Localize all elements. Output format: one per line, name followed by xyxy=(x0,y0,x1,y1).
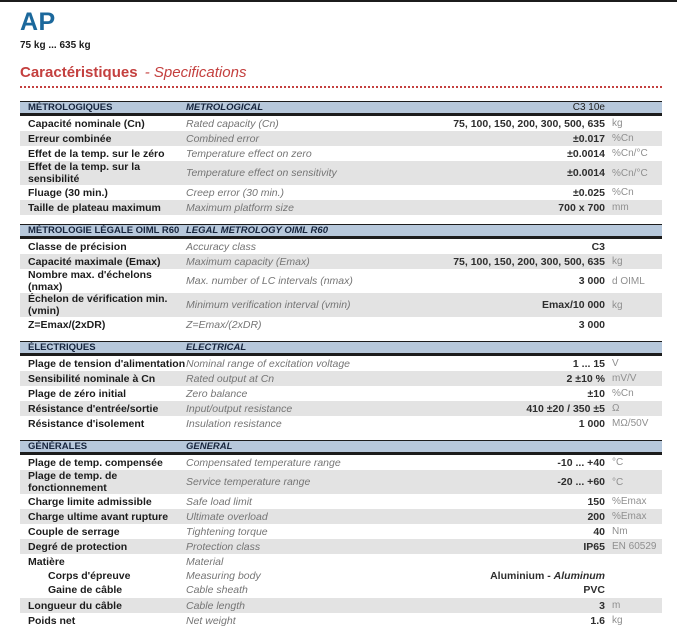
unit-cell: °C xyxy=(612,476,624,488)
label-fr: Couple de serrage xyxy=(28,525,120,538)
unit-cell: %Emax xyxy=(612,496,647,508)
specifications-heading xyxy=(20,64,662,88)
value-cell: ±0.025 xyxy=(572,186,605,199)
label-fr: Résistance d'entrée/sortie xyxy=(28,402,159,415)
value-cell: 200 xyxy=(587,510,605,523)
unit-cell: Ω xyxy=(612,403,620,415)
label-fr: Plage de tension d'alimentation xyxy=(28,357,186,370)
label-en: Nominal range of excitation voltage xyxy=(186,357,351,370)
label-en: Maximum platform size xyxy=(186,201,294,214)
label-fr: Effet de la temp. sur la sensibilité xyxy=(28,161,141,186)
label-en: Net weight xyxy=(186,614,236,627)
unit-cell: m xyxy=(612,600,621,612)
value-cell: 3 000 xyxy=(578,275,605,288)
label-en: Maximum capacity (Emax) xyxy=(186,255,310,268)
value-cell: -10 ... +40 xyxy=(557,456,605,469)
label-fr: Plage de temp. de fonctionnement xyxy=(28,470,118,495)
label-fr: Degré de protection xyxy=(28,540,128,553)
table-row xyxy=(20,131,662,146)
section-header-row xyxy=(20,341,662,356)
value-cell: 150 xyxy=(587,495,605,508)
label-en: Z=Emax/(2xDR) xyxy=(186,318,262,331)
unit-cell: MΩ/50V xyxy=(612,418,649,430)
unit-cell: mm xyxy=(612,202,629,214)
label-en: Rated capacity (Cn) xyxy=(186,117,279,130)
table-row xyxy=(20,146,662,161)
table-row xyxy=(20,293,662,317)
label-fr: Effet de la temp. sur le zéro xyxy=(28,147,165,160)
value-cell: ±10 xyxy=(587,387,605,400)
value-cell: Emax/10 000 xyxy=(541,299,605,312)
section-title-fr: MÉTROLOGIE LÉGALE OIML R60 xyxy=(28,225,180,237)
unit-cell: d OIML xyxy=(612,275,645,287)
table-row xyxy=(20,116,662,131)
value-cell xyxy=(406,584,605,596)
label-en: Compensated temperature range xyxy=(186,456,341,469)
label-en: Cable length xyxy=(186,599,245,612)
section-title-fr: MÉTROLOGIQUES xyxy=(28,102,113,114)
datasheet-page xyxy=(0,2,677,628)
label-fr: Taille de plateau maximum xyxy=(28,201,161,214)
unit-cell: %Cn xyxy=(612,133,634,145)
heading-english: - Specifications xyxy=(144,64,247,82)
value-cell: ±0.017 xyxy=(572,132,605,145)
section-title-en: GENERAL xyxy=(186,441,233,453)
label-en: Zero balance xyxy=(186,387,248,400)
value-text: PVC xyxy=(583,584,605,597)
section-title-en: METROLOGICAL xyxy=(186,102,264,114)
label-fr: Charge limite admissible xyxy=(28,495,152,508)
table-row xyxy=(20,470,662,494)
product-capacity-range: 75 kg ... 635 kg xyxy=(20,40,91,52)
label-en: Accuracy class xyxy=(186,240,257,253)
table-row xyxy=(20,509,662,524)
label-en: Creep error (30 min.) xyxy=(186,186,285,199)
label-fr: Sensibilité nominale à Cn xyxy=(28,372,156,385)
label-fr: Classe de précision xyxy=(28,240,127,253)
value-cell: 1.6 xyxy=(590,614,605,627)
table-row xyxy=(20,524,662,539)
label-en: Measuring body xyxy=(186,570,261,583)
value-cell: 3 000 xyxy=(578,318,605,331)
value-cell: ±0.0014 xyxy=(567,167,605,180)
label-en: Insulation resistance xyxy=(186,417,282,430)
label-en: Temperature effect on sensitivity xyxy=(186,167,337,180)
section-header-row xyxy=(20,440,662,455)
section-title-en: LEGAL METROLOGY OIML R60 xyxy=(186,225,328,237)
table-row xyxy=(20,161,662,185)
label-fr: Capacité nominale (Cn) xyxy=(28,117,145,130)
value-cell: IP65 xyxy=(583,540,605,553)
label-fr: Matière xyxy=(28,556,65,569)
label-fr: Échelon de vérification min. (vmin) xyxy=(28,293,168,318)
label-en: Safe load limit xyxy=(186,495,252,508)
spec-section xyxy=(20,440,662,628)
table-row xyxy=(20,185,662,200)
table-row xyxy=(20,200,662,215)
section-title-fr: GÉNÉRALES xyxy=(28,441,88,453)
value-cell: 1 000 xyxy=(578,417,605,430)
label-fr: Gaine de câble xyxy=(48,584,123,597)
table-row xyxy=(20,386,662,401)
table-subrow xyxy=(20,569,662,583)
unit-cell: %Cn/°C xyxy=(612,167,648,179)
unit-cell: EN 60529 xyxy=(612,541,657,553)
label-en: Rated output at Cn xyxy=(186,372,275,385)
table-row xyxy=(20,356,662,371)
label-en: Material xyxy=(186,556,224,569)
label-en: Minimum verification interval (vmin) xyxy=(186,299,351,312)
table-row xyxy=(20,539,662,554)
spec-section xyxy=(20,224,662,332)
value-cell: 75, 100, 150, 200, 300, 500, 635 xyxy=(453,117,605,130)
value-cell: 2 ±10 % xyxy=(566,372,605,385)
label-en: Ultimate overload xyxy=(186,510,268,523)
table-subrow xyxy=(20,583,662,597)
label-en: Max. number of LC intervals (nmax) xyxy=(186,275,353,288)
unit-cell: %Emax xyxy=(612,511,647,523)
label-en: Tightening torque xyxy=(186,525,268,538)
spec-section xyxy=(20,101,662,215)
value-cell: 700 x 700 xyxy=(558,201,605,214)
value-cell: 3 xyxy=(599,599,605,612)
label-en: Service temperature range xyxy=(186,476,311,489)
section-header-row xyxy=(20,224,662,239)
unit-cell: %Cn/°C xyxy=(612,148,648,160)
section-title-fr: ÉLECTRIQUES xyxy=(28,342,96,354)
value-cell: C3 xyxy=(591,240,605,253)
label-fr: Nombre max. d'échelons (nmax) xyxy=(28,269,152,294)
unit-cell: kg xyxy=(612,118,623,130)
value-cell: 410 ±20 / 350 ±5 xyxy=(526,402,605,415)
value-text: Aluminium - xyxy=(490,570,554,583)
unit-cell: V xyxy=(612,358,619,370)
product-title: AP xyxy=(20,8,56,36)
table-row xyxy=(20,416,662,431)
spec-table xyxy=(20,101,662,628)
label-fr: Erreur combinée xyxy=(28,132,112,145)
label-fr: Capacité maximale (Emax) xyxy=(28,255,161,268)
unit-cell: %Cn xyxy=(612,187,634,199)
table-row xyxy=(20,371,662,386)
unit-cell: mV/V xyxy=(612,373,637,385)
unit-cell: kg xyxy=(612,299,623,311)
label-fr: Plage de temp. compensée xyxy=(28,456,163,469)
spec-section xyxy=(20,341,662,431)
unit-cell: °C xyxy=(612,457,624,469)
label-fr: Résistance d'isolement xyxy=(28,417,145,430)
unit-cell: %Cn xyxy=(612,388,634,400)
label-en: Protection class xyxy=(186,540,261,553)
unit-cell: kg xyxy=(612,615,623,627)
table-row xyxy=(20,494,662,509)
heading-french: Caractéristiques xyxy=(20,64,138,82)
value-cell xyxy=(406,570,605,582)
label-en: Cable sheath xyxy=(186,584,248,597)
label-fr: Fluage (30 min.) xyxy=(28,186,108,199)
label-fr: Longueur du câble xyxy=(28,599,122,612)
unit-cell: Nm xyxy=(612,526,628,538)
value-cell: 40 xyxy=(593,525,605,538)
value-text-italic: Aluminum xyxy=(553,570,605,583)
label-fr: Z=Emax/(2xDR) xyxy=(28,318,106,331)
label-fr: Plage de zéro initial xyxy=(28,387,127,400)
label-fr: Poids net xyxy=(28,614,76,627)
section-header-value: C3 10e xyxy=(572,102,605,114)
label-fr: Corps d'épreuve xyxy=(48,570,131,583)
table-row xyxy=(20,239,662,254)
table-row xyxy=(20,254,662,269)
table-row xyxy=(20,317,662,332)
table-row-main xyxy=(20,555,662,569)
value-cell: -20 ... +60 xyxy=(557,476,605,489)
value-cell: 1 ... 15 xyxy=(572,357,605,370)
value-cell: 75, 100, 150, 200, 300, 500, 635 xyxy=(453,255,605,268)
section-title-en: ELECTRICAL xyxy=(186,342,247,354)
label-en: Temperature effect on zero xyxy=(186,147,312,160)
table-row xyxy=(20,455,662,470)
label-en: Input/output resistance xyxy=(186,402,293,415)
label-en: Combined error xyxy=(186,132,259,145)
value-cell: ±0.0014 xyxy=(567,147,605,160)
table-row xyxy=(20,598,662,613)
unit-cell: kg xyxy=(612,256,623,268)
table-row xyxy=(20,269,662,293)
label-fr: Charge ultime avant rupture xyxy=(28,510,169,523)
table-row xyxy=(20,401,662,416)
table-row xyxy=(20,613,662,628)
section-header-row xyxy=(20,101,662,116)
